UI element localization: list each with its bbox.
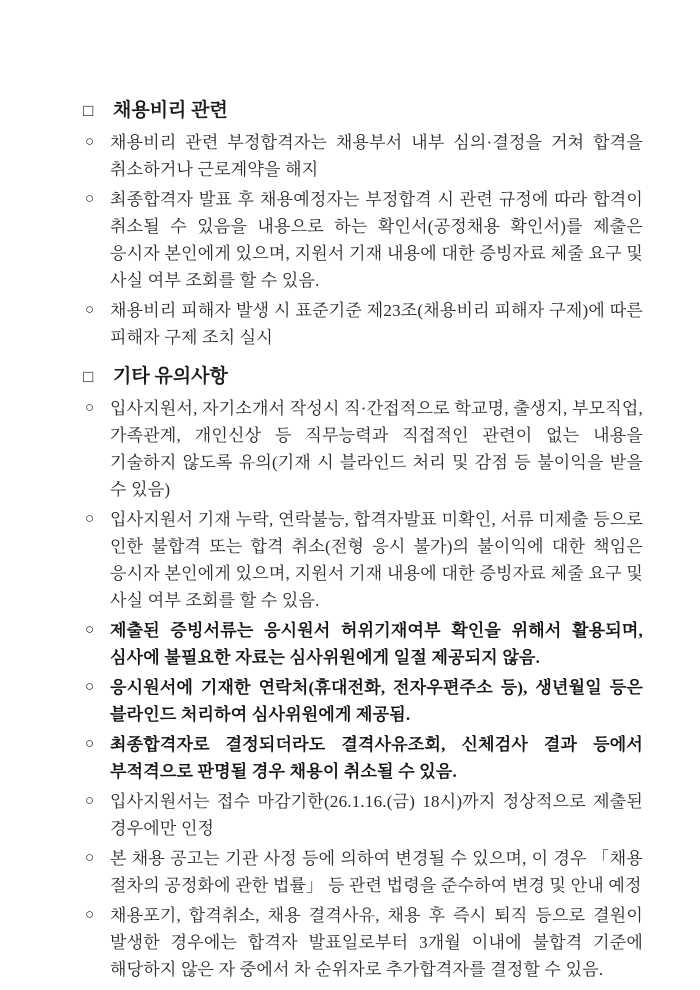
section-title: 채용비리 관련 [113, 100, 228, 121]
circle-bullet-icon: ○ [85, 511, 95, 527]
bullet-item [83, 902, 643, 983]
bullet-text: 채용비리 관련 부정합격자는 채용부서 내부 심의·결정을 거쳐 합격을 취소하거나 근로계약을 해지 [110, 133, 643, 179]
circle-bullet-icon: ○ [85, 400, 95, 416]
bullet-text: 채용포기, 합격취소, 채용 결격사유, 채용 후 즉시 퇴직 등으로 결원이 발생한 경우에는 합격자 발표일로부터 3개월 이내에 불합격 기준에 해당하지 않은 자 중에서 차 순위자로 추가합격자를 결정할 수 있음. [110, 906, 643, 979]
bullet-item [83, 788, 643, 842]
bullet-item [83, 129, 643, 183]
section-other-notices [83, 363, 643, 983]
bullet-item [83, 506, 643, 614]
bullet-item [83, 731, 643, 785]
bullet-item [83, 674, 643, 728]
circle-bullet-icon: ○ [85, 907, 95, 923]
circle-bullet-icon: ○ [85, 679, 95, 695]
bullet-item [83, 186, 643, 294]
circle-bullet-icon: ○ [85, 736, 95, 752]
bullet-item [83, 395, 643, 503]
circle-bullet-icon: ○ [85, 850, 95, 866]
section-title: 기타 유의사항 [113, 366, 228, 387]
bullet-text: 최종합격자 발표 후 채용예정자는 부정합격 시 관련 규정에 따라 합격이 취소될 수 있음을 내용으로 하는 확인서(공정채용 확인서)를 제출은 응시자 본인에게 있으며, 지원서 기재 내용에 대한 증빙자료 체줄 요구 및 사실 여부 조회를 할 수 있음. [110, 190, 643, 290]
square-checkbox-icon: □ [83, 101, 94, 120]
bullet-text: 응시원서에 기재한 연락처(휴대전화, 전자우편주소 등), 생년월일 등은 블라인드 처리하여 심사위원에게 제공됨. [110, 678, 643, 724]
bullet-item [83, 845, 643, 899]
section-header [83, 97, 643, 125]
bullet-text: 입사지원서, 자기소개서 작성시 직·간접적으로 학교명, 출생지, 부모직업, 가족관계, 개인신상 등 직무능력과 직접적인 관련이 없는 내용을 기술하지 않도록 유의(기재 시 블라인드 처리 및 감점 등 불이익을 받을 수 있음) [110, 399, 643, 499]
bullet-text: 입사지원서는 접수 마감기한(26.1.16.(금) 18시)까지 정상적으로 제출된 경우에만 인정 [110, 792, 643, 838]
circle-bullet-icon: ○ [85, 302, 95, 318]
bullet-text: 본 채용 공고는 기관 사정 등에 의하여 변경될 수 있으며, 이 경우 「채용 절차의 공정화에 관한 법률」 등 관련 법령을 준수하여 변경 및 안내 예정 [110, 849, 643, 895]
circle-bullet-icon: ○ [85, 793, 95, 809]
bullet-text: 채용비리 피해자 발생 시 표준기준 제23조(채용비리 피해자 구제)에 따른 피해자 구제 조치 실시 [110, 301, 643, 347]
section-header [83, 363, 643, 391]
bullet-text: 입사지원서 기재 누락, 연락불능, 합격자발표 미확인, 서류 미제출 등으로 인한 불합격 또는 합격 취소(전형 응시 불가)의 불이익에 대한 책임은 응시자 본인에게 있으며, 지원서 기재 내용에 대한 증빙자료 체줄 요구 및 사실 여부 조회를 할 수 있음. [110, 510, 643, 610]
section-recruitment-corruption [83, 97, 643, 351]
bullet-item [83, 297, 643, 351]
square-checkbox-icon: □ [83, 367, 94, 386]
bullet-text: 최종합격자로 결정되더라도 결격사유조회, 신체검사 결과 등에서 부적격으로 판명될 경우 채용이 취소될 수 있음. [110, 735, 643, 781]
circle-bullet-icon: ○ [85, 134, 95, 150]
circle-bullet-icon: ○ [85, 191, 95, 207]
circle-bullet-icon: ○ [85, 622, 95, 638]
bullet-text: 제출된 증빙서류는 응시원서 허위기재여부 확인을 위해서 활용되며, 심사에 불필요한 자료는 심사위원에게 일절 제공되지 않음. [110, 621, 643, 667]
bullet-item [83, 617, 643, 671]
